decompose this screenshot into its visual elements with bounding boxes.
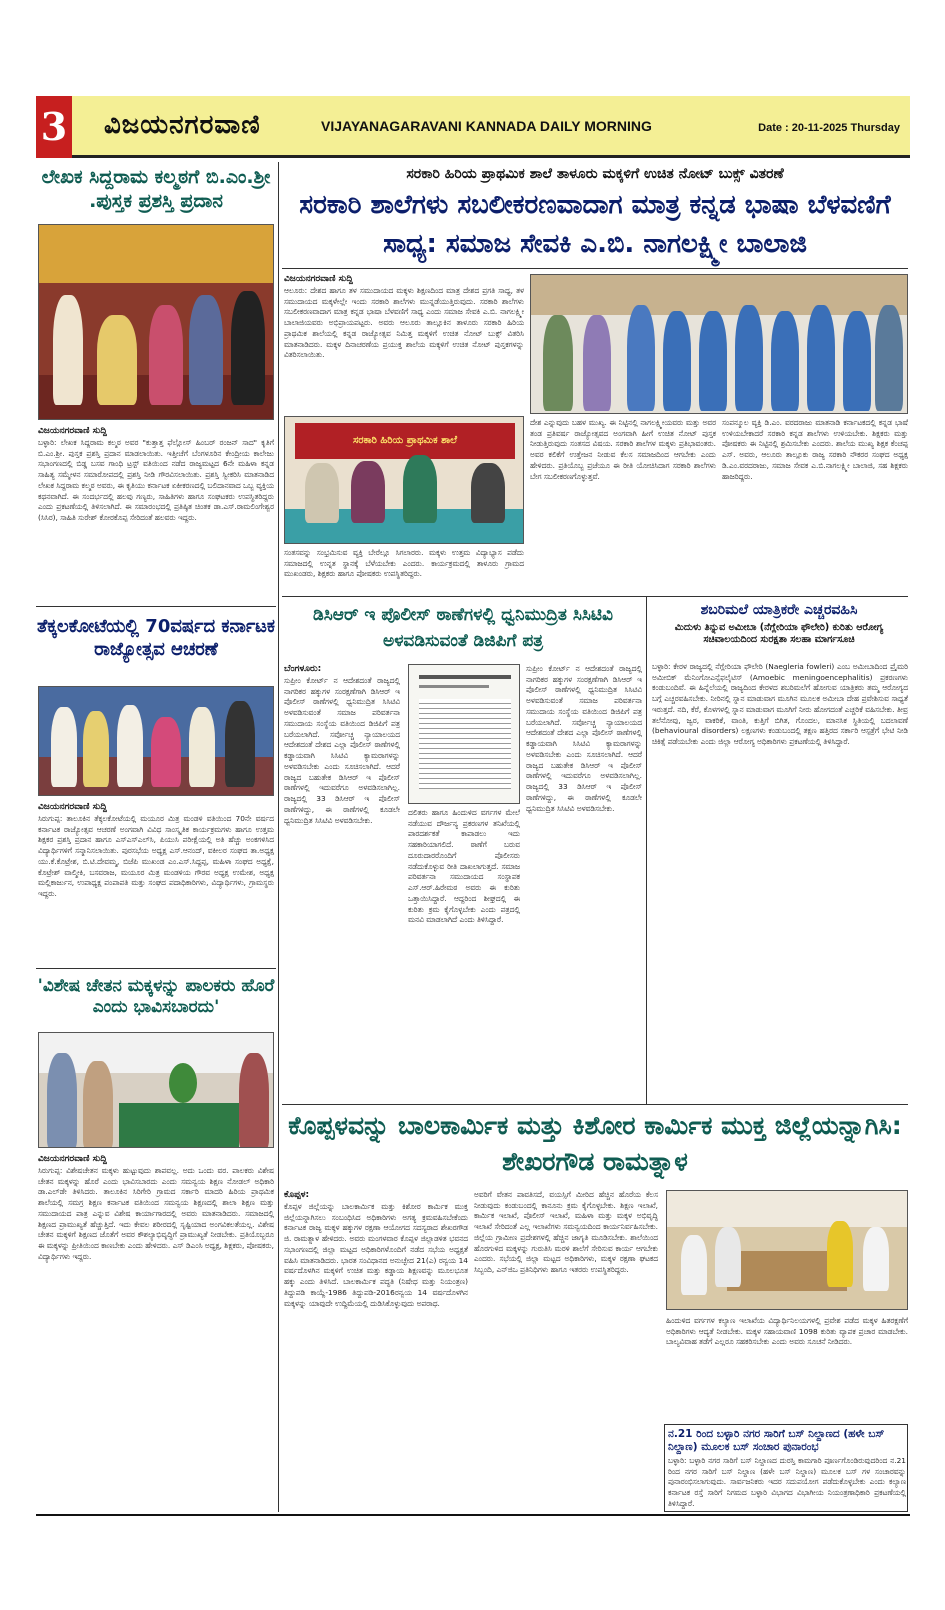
person-figure	[681, 1235, 707, 1295]
masthead-date: Date : 20-11-2025 Thursday	[758, 122, 900, 134]
lead-kicker: ಸರಕಾರಿ ಹಿರಿಯ ಪ್ರಾಥಮಿಕ ಶಾಲೆ ತಾಳೂರು ಮಕ್ಕಳಿಗೆ ಉಚಿತ ನೋಟ್ ಬುಕ್ಸ್ ವಿತರಣೆ	[406, 166, 784, 182]
award-byline: ವಿಜಯನಗರವಾಣಿ ಸುದ್ದಿ	[38, 426, 107, 436]
person-figure	[403, 455, 437, 523]
wall	[667, 1191, 908, 1227]
masthead-title-english: VIJAYANAGARAVANI KANNADA DAILY MORNING	[321, 118, 652, 134]
person-figure	[699, 311, 727, 411]
article-separator	[36, 968, 276, 969]
rajyotsava-byline: ವಿಜಯನಗರವಾಣಿ ಸುದ್ದಿ	[38, 802, 107, 812]
person-figure	[715, 1227, 741, 1287]
sabarimala-body: ಬಳ್ಳಾರಿ: ಕೇರಳ ರಾಜ್ಯದಲ್ಲಿ ನೆಗ್ಲೇರಿಯಾ ಫೌಲೇರಿ (Naegleria fowleri) ಎಂಬ ಅಮೀಬಾದಿಂದ ಪ್ರೈಮರಿ ಅಮೀಬಿಕ್ ಮೆನಿಂಗೋಎನ್ಸೆಫಲೈಟಿಸ್ (Amoebic meningoencephalitis) ಪ್ರಕರಣಗಳು ಕಂಡುಬಂದಿವೆ. ಈ ಹಿನ್ನೆಲೆಯಲ್ಲಿ ರಾಜ್ಯದಿಂದ ಕೇರಳದ ಶಬರಿಮಲೆಗೆ ಹೋಗುವ ಯಾತ್ರಿಕರು ತಮ್ಮ ಆರೋಗ್ಯದ ಬಗ್ಗೆ ಎಚ್ಚರವಹಿಸಬೇಕು. ನೀರಿನಲ್ಲಿ ಸ್ನಾನ ಮಾಡುವಾಗ ಮೂಗಿನ ಮೂಲಕ ಅಮೀಬಾ ದೇಹ ಪ್ರವೇಶಿಸುವ ಸಾಧ್ಯತೆ ಇರುತ್ತದೆ. ನದಿ, ಕೆರೆ, ಕೊಳಗಳಲ್ಲಿ ಸ್ನಾನ ಮಾಡುವಾಗ ಮೂಗಿಗೆ ನೀರು ಹೋಗದಂತೆ ಎಚ್ಚರಿಕೆ ವಹಿಸಬೇಕು. ತೀವ್ರ ತಲೆನೋವು, ಜ್ವರ, ವಾಕರಿಕೆ, ವಾಂತಿ, ಕುತ್ತಿಗೆ ಬಿಗಿತ, ಗೊಂದಲ, ಮಾನಸಿಕ ಸ್ಥಿತಿಯಲ್ಲಿ ಬದಲಾವಣೆ (behavioural disorders) ಲಕ್ಷಣಗಳು ಕಂಡುಬಂದಲ್ಲಿ ತಕ್ಷಣ ಹತ್ತಿರದ ಸರ್ಕಾರಿ ಆಸ್ಪತ್ರೆಗೆ ಭೇಟಿ ನೀಡಿ ಚಿಕಿತ್ಸೆ ಪಡೆಯಬೇಕು ಎಂದು ಜಿಲ್ಲಾ ಆರೋಗ್ಯ ಅಧಿಕಾರಿಗಳು ಪ್ರಕಟಣೆಯಲ್ಲಿ ತಿಳಿಸಿದ್ದಾರೆ.	[652, 662, 908, 747]
person-figure	[225, 701, 255, 787]
cctv-body-2: ಸುಪ್ರೀಂ ಕೋರ್ಟ್ ನ ಆದೇಶದಂತೆ ರಾಜ್ಯದಲ್ಲಿ ನಾಗರಿಕರ ಹಕ್ಕುಗಳ ಸಂರಕ್ಷಣೆಗಾಗಿ ಡಿಸಿಆರ್ ಇ ಪೊಲೀಸ್ ಠಾಣೆಗಳಲ್ಲಿ ಧ್ವನಿಮುದ್ರಿತ ಸಿಸಿಟಿವಿ ಅಳವಡಿಸುವಂತೆ ಸಮಾಜ ಪರಿವರ್ತನಾ ಸಮುದಾಯ ಸಂಸ್ಥೆಯ ವತಿಯಿಂದ ಡಿಜಿಪಿಗೆ ಪತ್ರ ಬರೆಯಲಾಗಿದೆ. ಸರ್ವೋಚ್ಚ ನ್ಯಾಯಾಲಯದ ಆದೇಶದಂತೆ ದೇಶದ ಎಲ್ಲಾ ಪೊಲೀಸ್ ಠಾಣೆಗಳಲ್ಲಿ ಕಡ್ಡಾಯವಾಗಿ ಸಿಸಿಟಿವಿ ಕ್ಯಾಮರಾಗಳನ್ನು ಅಳವಡಿಸಬೇಕು ಎಂದು ಸೂಚಿಸಲಾಗಿದೆ. ಆದರೆ ರಾಜ್ಯದ ಬಹುತೇಕ ಡಿಸಿಆರ್ ಇ ಪೊಲೀಸ್ ಠಾಣೆಗಳಲ್ಲಿ ಇದುವರೆಗೂ ಅಳವಡಿಸಲಾಗಿಲ್ಲ. ರಾಜ್ಯದಲ್ಲಿ 33 ಡಿಸಿಆರ್ ಇ ಪೊಲೀಸ್ ಠಾಣೆಗಳಿದ್ದು, ಈ ಠಾಣೆಗಳಲ್ಲಿ ಕೂಡಲೇ ಧ್ವನಿಮುದ್ರಿತ ಸಿಸಿಟಿವಿ ಅಳವಡಿಸಬೇಕು.	[526, 664, 642, 813]
person-figure	[735, 305, 763, 411]
cctv-body-2-left: ದಲಿತರು ಹಾಗೂ ಹಿಂದುಳಿದ ವರ್ಗಗಳ ಮೇಲೆ ನಡೆಯುವ ದೌರ್ಜನ್ಯ ಪ್ರಕರಣಗಳ ತನಿಖೆಯಲ್ಲಿ ಪಾರದರ್ಶಕತೆ ಕಾಪಾಡಲು ಇದು ಸಹಕಾರಿಯಾಗಲಿದೆ. ಠಾಣೆಗೆ ಬರುವ ದೂರುದಾರರೊಂದಿಗೆ ಪೊಲೀಸರು ನಡೆದುಕೊಳ್ಳುವ ರೀತಿ ದಾಖಲಾಗುತ್ತದೆ. ಸಮಾಜ ಪರಿವರ್ತನಾ ಸಮುದಾಯದ ಸಂಸ್ಥಾಪಕ ಎಸ್.ಆರ್.ಹಿರೇಮಠ ಅವರು ಈ ಕುರಿತು ಒತ್ತಾಯಿಸಿದ್ದಾರೆ. ಆದ್ದರಿಂದ ಶೀಘ್ರದಲ್ಲಿ ಈ ಕುರಿತು ಕ್ರಮ ಕೈಗೊಳ್ಳಬೇಕು ಎಂದು ಪತ್ರದಲ್ಲಿ ಮನವಿ ಮಾಡಲಾಗಿದೆ ಎಂದು ತಿಳಿಸಿದ್ದಾರೆ.	[408, 808, 520, 925]
lead-byline: ವಿಜಯನಗರವಾಣಿ ಸುದ್ದಿ	[284, 274, 353, 284]
person-figure	[305, 463, 339, 523]
special-children-headline: 'ವಿಶೇಷ ಚೇತನ ಮಕ್ಕಳನ್ನು ಪಾಲಕರು ಹೊರೆ ಎಂದು ಭಾವಿಸಬಾರದು'	[37, 976, 275, 1018]
person-figure	[149, 305, 183, 405]
page-number: 3	[36, 96, 72, 158]
wall	[531, 275, 908, 315]
lead-body-4: ಸಂತಸವನ್ನು ಸಂಭ್ರಮಿಸುವ ವ್ಯಕ್ತಿ ಬೇರೆಲ್ಲೂ ಸಿಗಲಾರರು. ಮಕ್ಕಳು ಉತ್ತಮ ವಿದ್ಯಾಭ್ಯಾಸ ಪಡೆದು ಸಮಾಜದಲ್ಲಿ ಉನ್ನತ ಸ್ಥಾನಕ್ಕೆ ಬೆಳೆಯಬೇಕು ಎಂದರು. ಕಾರ್ಯಕ್ರಮದಲ್ಲಿ ತಾಳೂರು ಗ್ರಾಮದ ಮುಖಂಡರು, ಶಿಕ್ಷಕರು ಹಾಗೂ ಪೋಷಕರು ಉಪಸ್ಥಿತರಿದ್ದರು.	[284, 548, 524, 579]
cctv-headline: ಡಿಸಿಆರ್ ಇ ಪೊಲೀಸ್ ಠಾಣೆಗಳಲ್ಲಿ ಧ್ವನಿಮುದ್ರಿತ ಸಿಸಿಟಿವಿ ಅಳವಡಿಸುವಂತೆ ಡಿಜಿಪಿಗೆ ಪತ್ರ	[313, 605, 613, 652]
person-figure	[97, 315, 137, 405]
person-figure	[583, 315, 611, 411]
lead-body-2: ದೇಶ ಎನ್ನುವುದು ಬಹಳ ಮುಖ್ಯ. ಈ ನಿಟ್ಟಿನಲ್ಲಿ ನಾಗಲಕ್ಷ್ಮೀಯವರು ಮತ್ತು ಅವರ ತಂಡ ಪ್ರತಿವರ್ಷ ರಾಜ್ಯೋತ್ಸವದ ಅಂಗವಾಗಿ ಹೀಗೆ ಉಚಿತ ನೋಟ್ ಪುಸ್ತಕ ನೀಡುತ್ತಿರುವುದು ಸಂತಸದ ವಿಷಯ. ಸರಕಾರಿ ಶಾಲೆಗಳ ಮಕ್ಕಳು ಪ್ರತಿಭಾವಂತರು. ಅವರ ಕಲಿಕೆಗೆ ಉತ್ತೇಜನ ನೀಡುವ ಕೆಲಸ ಸಮಾಜದಿಂದ ಆಗಬೇಕು ಎಂದು ಹೇಳಿದರು. ಪ್ರತಿಯೊಬ್ಬ ಪ್ರಜೆಯೂ ಈ ರೀತಿ ಯೋಚಿಸಿದಾಗ ಸರಕಾರಿ ಶಾಲೆಗಳು ಬೇಗ ಸಬಲೀಕರಣಗೊಳ್ಳುತ್ತವೆ.	[530, 418, 716, 481]
award-headline: ಲೇಖಕ ಸಿದ್ದರಾಮ ಕಲ್ಮಠಗೆ ಬಿ.ಎಂ.ಶ್ರೀ .ಪುಸ್ತಕ ಪ್ರಶಸ್ತಿ ಪ್ರದಾನ	[41, 166, 271, 212]
person-figure	[471, 463, 505, 523]
person-figure	[627, 305, 655, 411]
article-separator	[36, 606, 276, 607]
person-figure	[189, 295, 223, 405]
plant	[169, 1063, 197, 1103]
lead-photo-students	[530, 274, 908, 414]
letter-document-image	[408, 664, 520, 804]
event-banner	[295, 423, 515, 459]
lead-photo-stage	[284, 416, 524, 544]
article-separator	[282, 268, 908, 269]
koppal-byline: ಕೊಪ್ಪಳ:	[284, 1190, 310, 1200]
bus-stand-body: ಬಳ್ಳಾರಿ: ಬಳ್ಳಾರಿ ನಗರ ಸಾರಿಗೆ ಬಸ್ ನಿಲ್ದಾಣದ ದುರಸ್ತಿ ಕಾಮಗಾರಿ ಪೂರ್ಣಗೊಂಡಿರುವುದರಿಂದ ನ.21 ರಿಂದ ನಗರ ಸಾರಿಗೆ ಬಸ್ ನಿಲ್ದಾಣ (ಹಳೇ ಬಸ್ ನಿಲ್ದಾಣ) ಮೂಲಕ ಬಸ್ ಗಳ ಸಂಚಾರವನ್ನು ಪುನಾರಂಭಿಸಲಾಗುವುದು. ಸಾರ್ವಜನಿಕರು ಇದರ ಸದುಪಯೋಗ ಪಡೆದುಕೊಳ್ಳಬೇಕು ಎಂದು ಕಲ್ಯಾಣ ಕರ್ನಾಟಕ ರಸ್ತೆ ಸಾರಿಗೆ ನಿಗಮದ ಬಳ್ಳಾರಿ ವಿಭಾಗದ ವಿಭಾಗೀಯ ನಿಯಂತ್ರಣಾಧಿಕಾರಿ ಪ್ರಕಟಣೆಯಲ್ಲಿ ತಿಳಿಸಿದ್ದಾರೆ.	[668, 1456, 906, 1508]
person-figure	[543, 315, 573, 411]
rajyotsava-photo	[38, 686, 274, 796]
rajyotsava-body: ಸಿರುಗುಪ್ಪ: ತಾಲೂಕಿನ ತೆಕ್ಕಲಕೋಟೆಯಲ್ಲಿ ಮಯೂರ ಮಿತ್ರ ಮಂಡಳಿ ವತಿಯಿಂದ 70ನೇ ವರ್ಷದ ಕರ್ನಾಟಕ ರಾಜ್ಯೋತ್ಸವ ಆಚರಣೆ ಅಂಗವಾಗಿ ವಿವಿಧ ಸಾಂಸ್ಕೃತಿಕ ಕಾರ್ಯಕ್ರಮಗಳು ಹಾಗೂ ಉತ್ತಮ ಶಿಕ್ಷಕರ ಪ್ರಶಸ್ತಿ ಪ್ರದಾನ ಹಾಗೂ ಎಸ್‌ಎಸ್‌ಎಲ್‌ಸಿ, ಪಿಯುಸಿ ಪರೀಕ್ಷೆಯಲ್ಲಿ ಅತಿ ಹೆಚ್ಚು ಅಂಕಗಳಿಸಿದ ವಿದ್ಯಾರ್ಥಿಗಳಿಗೆ ಸನ್ಮಾನಿಸಲಾಯಿತು. ಪುರಸಭೆಯ ಅಧ್ಯಕ್ಷ ಎಸ್.ಆನಂದ್, ವಕೀಲರ ಸಂಘದ ತಾ.ಅಧ್ಯಕ್ಷ ಯು.ಕೆ.ಕೊಟ್ರೇಶ, ಬಿ.ಟಿ.ದೇವಮ್ಮ, ಬಿಜೆಪಿ ಮುಖಂಡ ಎಂ.ಎಸ್.ಸಿದ್ದಪ್ಪ, ಮಹಿಳಾ ಸಂಘದ ಅಧ್ಯಕ್ಷೆ, ಕೊಟ್ರೇಶ್ ವಾಲ್ಮೀಕಿ, ಬಸವರಾಜ, ಮಯೂರ ಮಿತ್ರ ಮಂಡಳಿಯ ಗೌರವ ಅಧ್ಯಕ್ಷ ಉಮೇಶ, ಅಧ್ಯಕ್ಷ ಮಲ್ಲಿಕಾರ್ಜುನ, ಉಪಾಧ್ಯಕ್ಷ ಪಂಪಾಪತಿ ಮತ್ತು ಸಂಘದ ಪದಾಧಿಕಾರಿಗಳು, ವಿದ್ಯಾರ್ಥಿಗಳು, ಗ್ರಾಮಸ್ಥರು ಇದ್ದರು.	[38, 814, 274, 899]
person-figure	[83, 711, 109, 787]
person-figure	[807, 305, 835, 411]
masthead-title-kannada: ವಿಜಯನಗರವಾಣಿ	[104, 110, 261, 140]
article-separator	[282, 596, 908, 597]
person-figure	[827, 1221, 853, 1287]
person-figure	[843, 311, 871, 411]
masthead	[36, 96, 910, 158]
newspaper-page	[36, 96, 910, 1516]
koppal-body-3: ಹಿಂದುಳಿದ ವರ್ಗಗಳ ಕಲ್ಯಾಣ ಇಲಾಖೆಯ ವಿದ್ಯಾರ್ಥಿನಿಲಯಗಳಲ್ಲಿ ಪ್ರವೇಶ ಪಡೆದ ಮಕ್ಕಳ ಹಿತರಕ್ಷಣೆಗೆ ಅಧಿಕಾರಿಗಳು ಆದ್ಯತೆ ನೀಡಬೇಕು. ಮಕ್ಕಳ ಸಹಾಯವಾಣಿ 1098 ಕುರಿತು ವ್ಯಾಪಕ ಪ್ರಚಾರ ಮಾಡಬೇಕು. ಬಾಲ್ಯವಿವಾಹ ತಡೆಗೆ ಎಲ್ಲರೂ ಸಹಕರಿಸಬೇಕು ಎಂದು ಅವರು ಸೂಚನೆ ನೀಡಿದರು.	[666, 1316, 908, 1347]
table-cloth	[119, 1103, 239, 1148]
special-children-byline: ವಿಜಯನಗರವಾಣಿ ಸುದ್ದಿ	[38, 1154, 107, 1164]
person-figure	[117, 705, 143, 787]
document-line	[419, 675, 511, 679]
person-figure	[875, 305, 903, 411]
lead-headline: ಸರಕಾರಿ ಶಾಲೆಗಳು ಸಬಲೀಕರಣವಾದಾಗ ಮಾತ್ರ ಕನ್ನಡ ಭಾಷಾ ಬೆಳವಣಿಗೆ ಸಾಧ್ಯ: ಸಮಾಜ ಸೇವಕಿ ಎ.ಬಿ. ನಾಗಲಕ್ಷ್ಮೀ ಬಾಲಾಜಿ	[299, 190, 891, 259]
column-rule	[278, 162, 279, 1512]
column-rule	[646, 596, 647, 1104]
person-figure	[351, 461, 385, 523]
person-figure	[863, 1227, 889, 1291]
cctv-body-1: ಸುಪ್ರೀಂ ಕೋರ್ಟ್ ನ ಆದೇಶದಂತೆ ರಾಜ್ಯದಲ್ಲಿ ನಾಗರಿಕರ ಹಕ್ಕುಗಳ ಸಂರಕ್ಷಣೆಗಾಗಿ ಡಿಸಿಆರ್ ಇ ಪೊಲೀಸ್ ಠಾಣೆಗಳಲ್ಲಿ ಧ್ವನಿಮುದ್ರಿತ ಸಿಸಿಟಿವಿ ಅಳವಡಿಸುವಂತೆ ಸಮಾಜ ಪರಿವರ್ತನಾ ಸಮುದಾಯ ಸಂಸ್ಥೆಯ ವತಿಯಿಂದ ಡಿಜಿಪಿಗೆ ಪತ್ರ ಬರೆಯಲಾಗಿದೆ. ಸರ್ವೋಚ್ಚ ನ್ಯಾಯಾಲಯದ ಆದೇಶದಂತೆ ದೇಶದ ಎಲ್ಲಾ ಪೊಲೀಸ್ ಠಾಣೆಗಳಲ್ಲಿ ಕಡ್ಡಾಯವಾಗಿ ಸಿಸಿಟಿವಿ ಕ್ಯಾಮರಾಗಳನ್ನು ಅಳವಡಿಸಬೇಕು ಎಂದು ಸೂಚಿಸಲಾಗಿದೆ. ಆದರೆ ರಾಜ್ಯದ ಬಹುತೇಕ ಡಿಸಿಆರ್ ಇ ಪೊಲೀಸ್ ಠಾಣೆಗಳಲ್ಲಿ ಇದುವರೆಗೂ ಅಳವಡಿಸಲಾಗಿಲ್ಲ. ರಾಜ್ಯದಲ್ಲಿ 33 ಡಿಸಿಆರ್ ಇ ಪೊಲೀಸ್ ಠಾಣೆಗಳಿದ್ದು, ಈ ಠಾಣೆಗಳಲ್ಲಿ ಕೂಡಲೇ ಧ್ವನಿಮುದ್ರಿತ ಸಿಸಿಟಿವಿ ಅಳವಡಿಸಬೇಕು.	[284, 676, 400, 825]
lead-body-1: ಆಲೂರು: ದೇಶದ ಹಾಗೂ ತಳ ಸಮುದಾಯದ ಮಕ್ಕಳು ಶಿಕ್ಷಣದಿಂದ ಮಾತ್ರ ದೇಶದ ಪ್ರಗತಿ ಸಾಧ್ಯ, ತಳ ಸಮುದಾಯದ ಮಕ್ಕಳೇಲ್ಲೇ ಇಂದು ಸರಕಾರಿ ಶಾಲೆಗಳು ಮುನ್ನಡೆಯುತ್ತಿರುವುದು. ಸರಕಾರಿ ಶಾಲೆಗಳು ಸಬಲೀಕರಣವಾದಾಗ ಮಾತ್ರ ಕನ್ನಡ ಭಾಷಾ ಬೆಳವಣಿಗೆ ಸಾಧ್ಯ ಎಂದು ಸಮಾಜ ಸೇವಕಿ ಎ.ಬಿ. ನಾಗಲಕ್ಷ್ಮೀ ಬಾಲಾಜಿಯವರು ಅಭಿಪ್ರಾಯಪಟ್ಟರು. ಅವರು ಆಲೂರು ತಾಲ್ಲೂಕಿನ ತಾಳೂರು ಸರಕಾರಿ ಹಿರಿಯ ಪ್ರಾಥಮಿಕ ಶಾಲೆಯಲ್ಲಿ ಕನ್ನಡ ರಾಜ್ಯೋತ್ಸವ ನಿಮಿತ್ತ ಮಕ್ಕಳಿಗೆ ಉಚಿತ ನೋಟ್ ಬುಕ್ಸ್ ವಿತರಿಸಿ ಮಾತನಾಡಿದರು. ಮಕ್ಕಳ ದಿನಾಚರಣೆಯ ಪ್ರಯುಕ್ತ ಶಾಲೆಯ ಮಕ್ಕಳಿಗೆ ಉಚಿತ ನೋಟ್ ಪುಸ್ತಕಗಳನ್ನು ವಿತರಿಸಲಾಯಿತು.	[284, 286, 524, 360]
person-figure	[47, 1053, 77, 1148]
person-figure	[83, 1061, 113, 1148]
rajyotsava-headline: ತೆಕ್ಕಲಕೋಟೆಯಲ್ಲಿ 70ವರ್ಷದ ಕರ್ನಾಟಕ ರಾಜ್ಯೋತ್ಸವ ಆಚರಣೆ	[36, 616, 275, 660]
person-figure	[663, 311, 691, 411]
lead-body-3: ಸಂಪನ್ಮೂಲ ವ್ಯಕ್ತಿ ಡಿ.ಎಂ. ವರದರಾಜು ಮಾತನಾಡಿ ಕರ್ನಾಟಕದಲ್ಲಿ ಕನ್ನಡ ಭಾಷೆ ಉಳಿಯಬೇಕಾದರೆ ಸರಕಾರಿ ಕನ್ನಡ ಶಾಲೆಗಳು ಉಳಿಯಬೇಕು. ಶಿಕ್ಷಕರು ಮತ್ತು ಪೋಷಕರು ಈ ನಿಟ್ಟಿನಲ್ಲಿ ಶ್ರಮಿಸಬೇಕು ಎಂದರು. ಶಾಲೆಯ ಮುಖ್ಯ ಶಿಕ್ಷಕ ಕೆಂಚಪ್ಪ ಎಸ್. ಅವರು, ಆಲೂರು ತಾಲ್ಲೂಕು ರಾಜ್ಯ ಸರಕಾರಿ ನೌಕರರ ಸಂಘದ ಅಧ್ಯಕ್ಷ ಡಿ.ಎಂ.ವರದರಾಜು, ಸಮಾಜ ಸೇವಕ ಎ.ಬಿ.ನಾಗಲಕ್ಷ್ಮೀ ಬಾಲಾಜಿ, ಸಹ ಶಿಕ್ಷಕರು ಹಾಜರಿದ್ದರು.	[722, 418, 908, 481]
sabarimala-headline: ಶಬರಿಮಲೆ ಯಾತ್ರಿಕರೇ ಎಚ್ಚರವಹಿಸಿ	[700, 602, 858, 618]
koppal-body-1: ಕೊಪ್ಪಳ ಜಿಲ್ಲೆಯನ್ನು ಬಾಲಕಾರ್ಮಿಕ ಮತ್ತು ಕಿಶೋರ ಕಾರ್ಮಿಕ ಮುಕ್ತ ಜಿಲ್ಲೆಯನ್ನಾಗಿಸಲು ಸಂಬಂಧಿಸಿದ ಅಧಿಕಾರಿಗಳು ಅಗತ್ಯ ಕ್ರಮವಹಿಸಬೇಕೆಂದು ಕರ್ನಾಟಕ ರಾಜ್ಯ ಮಕ್ಕಳ ಹಕ್ಕುಗಳ ರಕ್ಷಣಾ ಆಯೋಗದ ಸದಸ್ಯರಾದ ಶೇಖರಗೌಡ ಜಿ. ರಾಮತ್ನಾಳ ಹೇಳಿದರು. ಅವರು ಮಂಗಳವಾರ ಕೊಪ್ಪಳ ಜಿಲ್ಲಾಡಳಿತ ಭವನದ ಸಭಾಂಗಣದಲ್ಲಿ ಜಿಲ್ಲಾ ಮಟ್ಟದ ಅಧಿಕಾರಿಗಳೊಂದಿಗೆ ನಡೆದ ಸಭೆಯ ಅಧ್ಯಕ್ಷತೆ ವಹಿಸಿ ಮಾತನಾಡಿದರು. ಭಾರತ ಸಂವಿಧಾನದ ಅನುಚ್ಛೇದ 21(ಎ) ರನ್ವಯ 14 ವರ್ಷದೊಳಗಿನ ಮಕ್ಕಳಿಗೆ ಉಚಿತ ಮತ್ತು ಕಡ್ಡಾಯ ಶಿಕ್ಷಣವನ್ನು ಮೂಲಭೂತ ಹಕ್ಕು ಎಂದು ತಿಳಿಸಿದೆ. ಬಾಲಕಾರ್ಮಿಕ ಪದ್ಧತಿ (ನಿಷೇಧ ಮತ್ತು ನಿಯಂತ್ರಣ) ತಿದ್ದುಪಡಿ ಕಾಯ್ದೆ-1986 ತಿದ್ದುಪಡಿ-2016ರನ್ವಯ 14 ವರ್ಷದೊಳಗಿನ ಮಕ್ಕಳನ್ನು ಯಾವುದೇ ಉದ್ದಿಮೆಯಲ್ಲಿ ದುಡಿಸಿಕೊಳ್ಳುವುದು ಅಪರಾಧ.	[284, 1202, 468, 1308]
person-figure	[151, 717, 181, 787]
koppal-body-2: ಅವರಿಗೆ ವೇತನ ಪಾವತಿಸದೆ, ವಯಸ್ಸಿಗೆ ಮೀರಿದ ಹೆಚ್ಚಿನ ಹೊರೆಯ ಕೆಲಸ ನೀಡುವುದು ಕಂಡುಬಂದಲ್ಲಿ ಕಾನೂನು ಕ್ರಮ ಕೈಗೊಳ್ಳಬೇಕು. ಶಿಕ್ಷಣ ಇಲಾಖೆ, ಕಾರ್ಮಿಕ ಇಲಾಖೆ, ಪೊಲೀಸ್ ಇಲಾಖೆ, ಮಹಿಳಾ ಮತ್ತು ಮಕ್ಕಳ ಅಭಿವೃದ್ಧಿ ಇಲಾಖೆ ಸೇರಿದಂತೆ ಎಲ್ಲ ಇಲಾಖೆಗಳು ಸಮನ್ವಯದಿಂದ ಕಾರ್ಯನಿರ್ವಹಿಸಬೇಕು. ಜಿಲ್ಲೆಯ ಗ್ರಾಮೀಣ ಪ್ರದೇಶಗಳಲ್ಲಿ ಹೆಚ್ಚಿನ ಜಾಗೃತಿ ಮೂಡಿಸಬೇಕು. ಶಾಲೆಯಿಂದ ಹೊರಗುಳಿದ ಮಕ್ಕಳನ್ನು ಗುರುತಿಸಿ ಮರಳಿ ಶಾಲೆಗೆ ಸೇರಿಸುವ ಕಾರ್ಯ ಆಗಬೇಕು ಎಂದರು. ಸಭೆಯಲ್ಲಿ ಜಿಲ್ಲಾ ಮಟ್ಟದ ಅಧಿಕಾರಿಗಳು, ಮಕ್ಕಳ ರಕ್ಷಣಾ ಘಟಕದ ಸಿಬ್ಬಂದಿ, ಎನ್‌ಜಿಒ ಪ್ರತಿನಿಧಿಗಳು ಹಾಗೂ ಇತರರು ಉಪಸ್ಥಿತರಿದ್ದರು.	[474, 1190, 658, 1275]
person-figure	[771, 311, 799, 411]
person-figure	[189, 707, 215, 787]
special-children-body: ಸಿರುಗುಪ್ಪ: ವಿಶೇಷಚೇತನ ಮಕ್ಕಳು ಹುಟ್ಟುವುದು ಶಾಪವಲ್ಲ. ಅದು ಒಂದು ವರ. ಪಾಲಕರು ವಿಶೇಷ ಚೇತನ ಮಕ್ಕಳನ್ನು ಹೊರೆ ಎಂದು ಭಾವಿಸಬಾರದು ಎಂದು ಸಮನ್ವಯ ಶಿಕ್ಷಣ ನೋಡಲ್ ಅಧಿಕಾರಿ ಡಾ.ಎಲ್‌ಡೇ ತಿಳಿಸಿದರು. ತಾಲೂಕಿನ ಸಿರಿಗೇರಿ ಗ್ರಾಮದ ಸರ್ಕಾರಿ ಮಾದರಿ ಹಿರಿಯ ಪ್ರಾಥಮಿಕ ಶಾಲೆಯಲ್ಲಿ ಸಮಗ್ರ ಶಿಕ್ಷಣ ಕರ್ನಾಟಕ ವತಿಯಿಂದ ಸಮನ್ವಯ ಶಿಕ್ಷಣದಲ್ಲಿ ಶಾಲಾ ಶಿಕ್ಷಣ ಮತ್ತು ಸಮುದಾಯದ ಪಾತ್ರ ಎನ್ನುವ ವಿಶೇಷ ಕಾರ್ಯಾಗಾರದಲ್ಲಿ ಅವರು ಮಾತನಾಡಿದರು. ಸಮಾಜದಲ್ಲಿ ಶಿಕ್ಷಣದ ಪ್ರಾಮುಖ್ಯತೆ ಹೆಚ್ಚುತ್ತಿದೆ. ಇದು ಕೇವಲ ಶರೀರದಲ್ಲಿ ಸೃಷ್ಟಿಯಾದ ಅಂಗವಿಕಲತೆಯಲ್ಲ. ವಿಶೇಷ ಚೇತನ ಮಕ್ಕಳಿಗೆ ಶಿಕ್ಷಣದ ಜೊತೆಗೆ ಅವರ ಕೌಶಲ್ಯಾಭಿವೃದ್ಧಿಗೆ ಪ್ರಾಮುಖ್ಯತೆ ನೀಡಬೇಕು. ಪ್ರತಿಯೊಬ್ಬರೂ ಈ ಮಕ್ಕಳನ್ನು ಪ್ರೀತಿಯಿಂದ ಕಾಣಬೇಕು ಎಂದು ಹೇಳಿದರು. ಎಸ್ ಡಿಎಂಸಿ ಅಧ್ಯಕ್ಷ, ಶಿಕ್ಷಕರು, ಪೋಷಕರು, ವಿದ್ಯಾರ್ಥಿಗಳು ಇದ್ದರು.	[38, 1166, 274, 1261]
document-text-lines	[419, 699, 511, 789]
event-banner	[39, 225, 274, 283]
award-photo	[38, 224, 274, 420]
special-children-photo	[38, 1032, 274, 1148]
banner-text: ಸರಕಾರಿ ಹಿರಿಯ ಪ್ರಾಥಮಿಕ ಶಾಲೆ	[352, 435, 457, 446]
koppal-headline: ಕೊಪ್ಪಳವನ್ನು ಬಾಲಕಾರ್ಮಿಕ ಮತ್ತು ಕಿಶೋರ ಕಾರ್ಮಿಕ ಮುಕ್ತ ಜಿಲ್ಲೆಯನ್ನಾಗಿಸಿ: ಶೇಖರಗೌಡ ರಾಮತ್ನಾಳ	[288, 1111, 902, 1177]
person-figure	[53, 295, 83, 405]
person-figure	[239, 1053, 269, 1148]
article-separator	[282, 1104, 908, 1105]
person-figure	[231, 291, 265, 405]
document-line	[419, 685, 489, 688]
koppal-meeting-photo	[666, 1190, 908, 1310]
page-bottom-rule	[36, 1514, 910, 1516]
person-figure	[51, 707, 77, 787]
bus-stand-headline: ನ.21 ರಿಂದ ಬಳ್ಳಾರಿ ನಗರ ಸಾರಿಗೆ ಬಸ್ ನಿಲ್ದಾಣದ (ಹಳೇ ಬಸ್ ನಿಲ್ದಾಣ) ಮೂಲಕ ಬಸ್ ಸಂಚಾರ ಪುನಾರಂಭ	[668, 1428, 885, 1454]
cctv-byline: ಬೆಂಗಳೂರು:	[284, 664, 322, 674]
award-body: ಬಳ್ಳಾರಿ: ಲೇಖಕ ಸಿದ್ದರಾಮ ಕಲ್ಮಠ ಅವರ "ಕುತ್ತಾತ್ತ ಫೆಲ್ಲೋಸ್ ಹಿಂಬರ್ ರಂಜನ್ ಸಾದ" ಕೃತಿಗೆ ಬಿ.ಎಂ.ಶ್ರೀ. ಪುಸ್ತಕ ಪ್ರಶಸ್ತಿ ಪ್ರದಾನ ಮಾಡಲಾಯಿತು. ಇತ್ತೀಚೆಗೆ ಬೆಂಗಳೂರಿನ ಕೇಂದ್ರೀಯ ಕಾಲೇಜು ಸಭಾಂಗಣದಲ್ಲಿ ಬಿಡ್ಡ ಬಸವ ಗಾಂಧಿ ಟ್ರಸ್ಟ್ ವತಿಯಿಂದ ನಡೆದ ರಾಜ್ಯಮಟ್ಟದ 6ನೇ ಮಹಿಳಾ ಕನ್ನಡ ಸಾಹಿತ್ಯ ಸಮ್ಮೇಳನ ಸಮಾರೋಪದಲ್ಲಿ ಪ್ರಶಸ್ತಿ ನೀಡಿ ಗೌರವಿಸಲಾಯಿತು. ಪ್ರಶಸ್ತಿ ಸ್ವೀಕರಿಸಿ ಮಾತನಾಡಿದ ಲೇಖಕ ಸಿದ್ದರಾಮ ಕಲ್ಮಠ ಅವರು, ಈ ಕೃತಿಯು ಕರ್ನಾಟಕ ಏಕೀಕರಣದಲ್ಲಿ ಬಲಿದಾನವಾದ ಒಬ್ಬ ವ್ಯಕ್ತಿಯ ಕಥನವಾಗಿದೆ. ಈ ಸಂದರ್ಭದಲ್ಲಿ ಹಲವು ಗಣ್ಯರು, ಸಾಹಿತಿಗಳು ಹಾಗೂ ಸಂಘಟಕರು ಉಪಸ್ಥಿತರಿದ್ದರು ಎಂದು ಪ್ರಕಟಣೆಯಲ್ಲಿ ತಿಳಿಸಲಾಗಿದೆ. ಈ ಸಮಾರಂಭದಲ್ಲಿ ಪ್ರತಿಷ್ಠಿತ ಚಿಂತಕ ಡಾ.ಎಸ್.ರಾಮಲಿಂಗೇಶ್ವರ (ಸಿಸಿರ), ಸಾಹಿತಿ ಸುರೇಶ್ ಕೋರಕೊಪ್ಪ ಸೇರಿದಂತೆ ಹಲವರು ಇದ್ದರು.	[38, 438, 274, 523]
sabarimala-subhead: ಮಿದುಳು ತಿನ್ನುವ ಅಮೀಬಾ (ನೆಗ್ಲೇರಿಯಾ ಫೌಲೇರಿ) ಕುರಿತು ಆರೋಗ್ಯ ಸಚಿವಾಲಯದಿಂದ ಸುರಕ್ಷತಾ ಸಲಹಾ ಮಾರ್ಗಸೂಚಿ	[674, 622, 884, 645]
